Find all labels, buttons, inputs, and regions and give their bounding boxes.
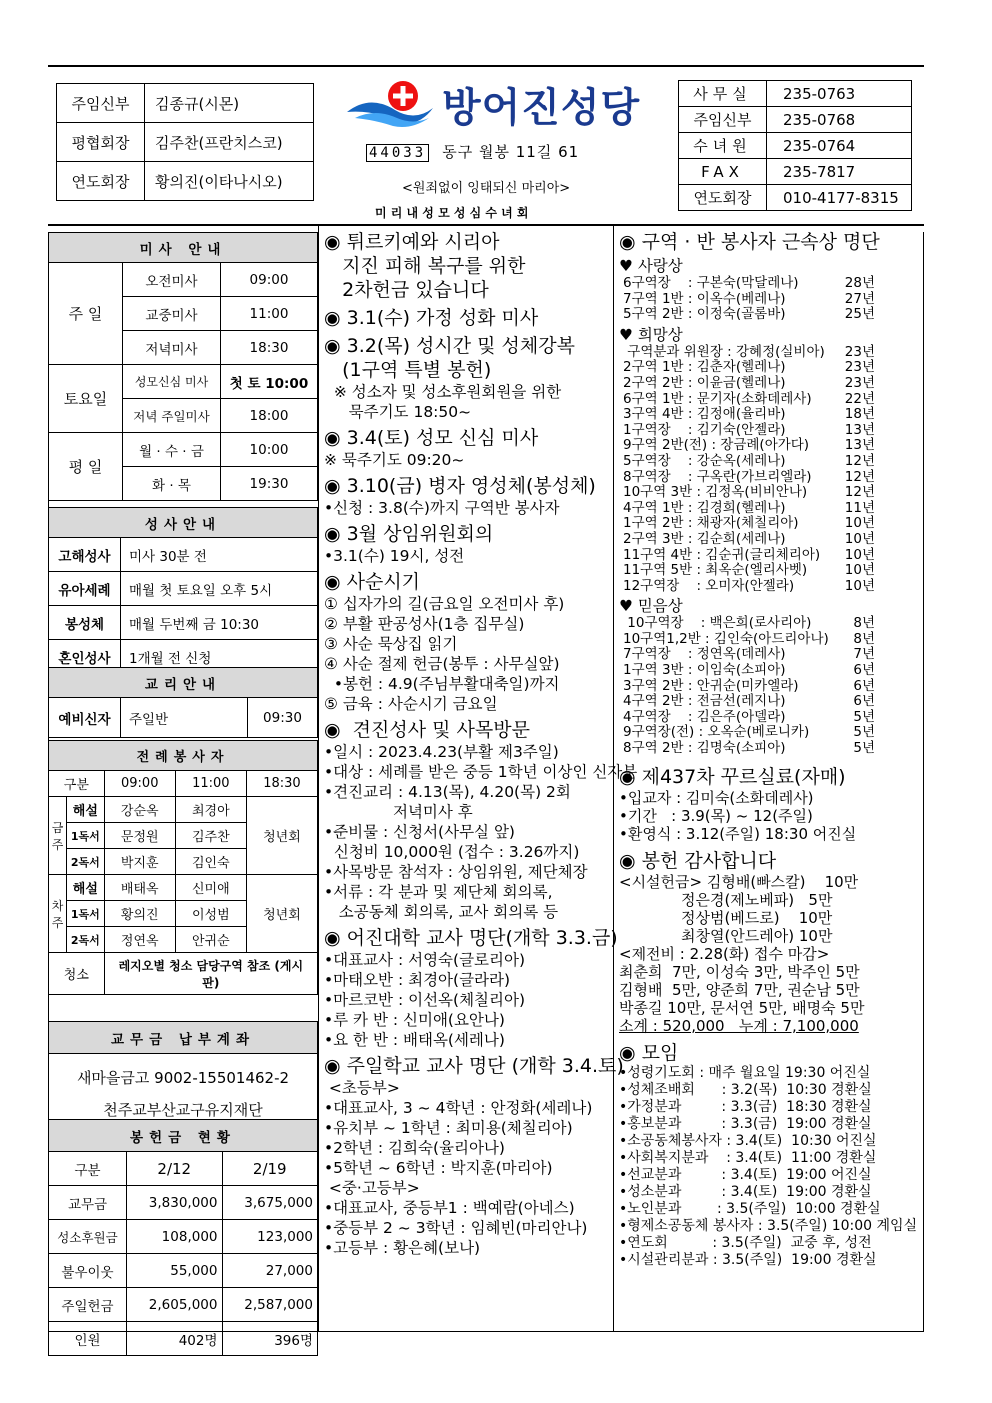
liturgy-role: 1독서 xyxy=(67,901,105,927)
offering-amount: 402명 xyxy=(127,1322,223,1356)
liturgy-person: 최경아 xyxy=(175,797,246,823)
frame-right xyxy=(923,232,924,1332)
thanks-line: 정상범(베드로) 10만 xyxy=(619,908,833,927)
liturgy-person: 김주찬 xyxy=(175,823,246,849)
notice-line: •고등부 : 황은혜(보나) xyxy=(324,1239,481,1257)
award-row xyxy=(619,360,921,376)
sacrament-name: 유아세례 xyxy=(49,572,121,606)
offering-label: 성소후원금 xyxy=(49,1220,127,1254)
motto: <원죄없이 잉태되신 마리아> xyxy=(402,181,571,196)
thanks-line: 정은경(제노베파) 5만 xyxy=(619,890,833,909)
notice-heading: ◉ 3.2(목) 성시간 및 성체강복 (1구역 특별 봉헌) xyxy=(324,335,575,381)
mass-time: 18:30 xyxy=(221,331,318,365)
thanks-list xyxy=(619,873,921,1035)
awards-heading: ◉ 구역 · 반 봉사자 근속상 명단 xyxy=(619,231,880,253)
clean-value: 레지오별 청소 담당구역 참조 (게시판) xyxy=(104,953,317,995)
notice-heading: ◉ 어진대학 교사 명단(개학 3.3.금) xyxy=(324,927,618,949)
award-years: 6년 xyxy=(853,662,875,679)
notice-line: ⑤ 금육 : 사순시기 금요일 xyxy=(324,695,498,713)
liturgy-role: 2독서 xyxy=(67,849,105,875)
liturgy-person: 이성범 xyxy=(175,901,246,927)
award-row xyxy=(619,454,921,470)
offering-amount: 108,000 xyxy=(127,1220,223,1254)
sacrament-name: 혼인성사 xyxy=(49,640,121,674)
mass-name: 저녁미사 xyxy=(123,331,221,365)
notice-heading: ◉ 3.4(토) 성모 신심 미사 xyxy=(324,427,539,449)
award-person: 구역분과 위원장 : 강혜정(실비아) xyxy=(623,343,825,360)
liturgy-person: 정연옥 xyxy=(104,927,175,953)
award-years: 27년 xyxy=(844,290,875,307)
weekday-label: 평 일 xyxy=(49,433,123,501)
mass-name: 오전미사 xyxy=(123,263,221,297)
meetings-line: •성소분과 : 3.4(토) 19:00 경환실 xyxy=(619,1183,872,1200)
award-years: 6년 xyxy=(853,693,875,710)
notice-line: •준비물 : 신청서(사무실 앞) xyxy=(324,823,515,841)
award-years: 13년 xyxy=(844,421,875,438)
award-row xyxy=(619,532,921,548)
award-row xyxy=(619,438,921,454)
award-years: 5년 xyxy=(853,740,875,757)
liturgy-head: 09:00 xyxy=(104,771,175,797)
cursillo-heading: ◉ 제437차 꾸르실료(자매) xyxy=(619,765,846,788)
award-person: 1구역 2반 : 채광자(체칠리아) xyxy=(623,515,799,532)
award-person: 9구역 2반(전) : 장금례(아가다) xyxy=(623,437,810,454)
notice-line: ② 부활 판공성사(1층 집무실) xyxy=(324,615,525,633)
contact-key: 연도회장 xyxy=(679,185,767,211)
contact-value: 235-0763 xyxy=(767,81,912,107)
contact-key: 주임신부 xyxy=(679,107,767,133)
mass-time: 10:00 xyxy=(221,433,318,467)
postal-number: 44033 xyxy=(366,144,429,162)
award-row xyxy=(619,292,921,308)
notice-line: •대표교사 : 서영숙(글로리아) xyxy=(324,951,526,969)
award-row xyxy=(619,376,921,392)
meetings-line: •홍보분과 : 3.3(금) 19:00 경환실 xyxy=(619,1115,872,1132)
liturgy-table xyxy=(48,740,318,995)
offering-table xyxy=(48,1119,318,1356)
meetings-line: •성령기도회 : 매주 월요일 19:30 어진실 xyxy=(619,1064,871,1081)
liturgy-role: 1독서 xyxy=(67,823,105,849)
mass-time: 11:00 xyxy=(221,297,318,331)
award-years: 25년 xyxy=(844,306,875,323)
catechism-time: 09:30 xyxy=(248,698,318,738)
notice-line: •대표교사, 3 ~ 4학년 : 안정화(세레나) xyxy=(324,1099,593,1117)
thanks-line: <제전비 : 2.28(화) 접수 마감> xyxy=(619,944,830,963)
mass-time: 19:30 xyxy=(221,467,318,501)
award-person: 6구역장 : 구본숙(막달레나) xyxy=(623,275,799,291)
notice-line: 저녁미사 후 xyxy=(324,803,473,821)
notice-line: ※ 묵주기도 09:20~ xyxy=(324,451,465,469)
award-years: 13년 xyxy=(844,437,875,454)
cursillo-list xyxy=(619,789,921,843)
award-row xyxy=(619,579,921,595)
award-row xyxy=(619,501,921,517)
liturgy-title: 전례봉사자 xyxy=(49,741,318,771)
notice-line: 신청비 10,000원 (접수 : 3.26까지) xyxy=(324,843,580,861)
divider-1 xyxy=(318,224,319,1332)
award-person: 5구역장 : 강순옥(세레나) xyxy=(623,452,786,469)
thanks-line: 최춘희 7만, 이성숙 3만, 박주인 5만 xyxy=(619,962,860,981)
catechism-title: 교리안내 xyxy=(49,668,318,698)
offering-amount: 123,000 xyxy=(222,1220,318,1254)
award-person: 6구역 1반 : 문기자(소화데레사) xyxy=(623,390,812,407)
notice-line: •봉헌 : 4.9(주님부활대축일)까지 xyxy=(324,675,560,693)
liturgy-person: 강순옥 xyxy=(104,797,175,823)
offering-amount: 396명 xyxy=(222,1322,318,1356)
award-group-name: ♥ 사랑상 xyxy=(619,257,683,275)
thanks-line: <시설헌금> 김형배(빠스칼) 10만 xyxy=(619,872,859,891)
notice-line: •중등부 2 ~ 3학년 : 임혜빈(마리안나) xyxy=(324,1219,588,1237)
liturgy-role: 해설 xyxy=(67,797,105,823)
award-years: 7년 xyxy=(853,646,875,663)
offering-head: 구분 xyxy=(49,1152,127,1186)
meetings-line: •선교분과 : 3.4(토) 19:00 어진실 xyxy=(619,1166,872,1183)
notice-line: 묵주기도 18:50~ xyxy=(324,403,472,421)
header-value: 김주찬(프란치스코) xyxy=(145,123,314,162)
meetings-line: •형제소공동체 봉사자 : 3.5(주일) 10:00 계임실 xyxy=(619,1217,918,1234)
liturgy-head: 구분 xyxy=(49,771,105,797)
notice-heading: ◉ 주일학교 교사 명단 (개학 3.4.토) xyxy=(324,1055,624,1077)
header-value: 황의진(이타나시오) xyxy=(145,162,314,201)
award-years: 11년 xyxy=(844,499,875,516)
notice-line: ③ 사순 묵상집 읽기 xyxy=(324,635,458,653)
award-row xyxy=(619,679,921,695)
account-line1: 새마을금고 9002-15501462-2 xyxy=(76,1068,290,1087)
award-person: 4구역 2반 : 전금선(레지나) xyxy=(623,693,786,710)
meetings-line: •노인분과 : 3.5(주일) 10:00 경환실 xyxy=(619,1200,881,1217)
award-person: 5구역 2반 : 이정숙(골롬바) xyxy=(623,306,786,323)
award-groups xyxy=(619,256,921,757)
offering-amount: 2,605,000 xyxy=(127,1288,223,1322)
liturgy-person: 황의진 xyxy=(104,901,175,927)
notice-line: •사목방문 참석자 : 상임위원, 제단체장 xyxy=(324,863,588,881)
sacrament-name: 봉성체 xyxy=(49,606,121,640)
thanks-heading: ◉ 봉헌 감사합니다 xyxy=(619,849,777,872)
award-years: 5년 xyxy=(853,724,875,741)
top-rule xyxy=(48,65,924,67)
account-line2: 천주교부산교구유지재단 xyxy=(103,1100,263,1119)
header-key: 연도회장 xyxy=(57,162,145,201)
award-row xyxy=(619,516,921,532)
catechism-table xyxy=(48,667,318,738)
notice-heading: ◉ 튀르키예와 시리아 지진 피해 복구를 위한 2차헌금 있습니다 xyxy=(324,231,526,301)
notice-line: •마르코반 : 이선옥(체칠리아) xyxy=(324,991,526,1009)
award-row xyxy=(619,392,921,408)
notice-line: <초등부> xyxy=(324,1079,400,1097)
notice-line: •유치부 ~ 1학년 : 최미용(체칠리아) xyxy=(324,1119,573,1137)
notice-line: •마태오반 : 최경아(글라라) xyxy=(324,971,511,989)
award-person: 12구역장 : 오미자(안젤라) xyxy=(623,577,795,594)
header-key: 주임신부 xyxy=(57,84,145,123)
award-row xyxy=(619,663,921,679)
sacrament-info: 매월 첫 토요일 오후 5시 xyxy=(121,572,318,606)
offering-head: 2/12 xyxy=(127,1152,223,1186)
account-table xyxy=(48,1021,318,1134)
award-row xyxy=(619,470,921,486)
offering-amount: 2,587,000 xyxy=(222,1288,318,1322)
parish-name: 방어진성당 xyxy=(442,85,641,131)
liturgy-group: 차 주 xyxy=(49,875,67,953)
contact-value: 235-0768 xyxy=(767,107,912,133)
award-years: 23년 xyxy=(844,374,875,391)
liturgy-youth: 청년회 xyxy=(246,797,317,875)
parish-logo xyxy=(345,72,435,130)
offering-amount: 3,675,000 xyxy=(222,1186,318,1220)
liturgy-group: 금 주 xyxy=(49,797,67,875)
award-row xyxy=(619,741,921,757)
meetings-line: •연도회 : 3.5(주일) 교중 후, 성전 xyxy=(619,1234,872,1251)
notice-line: •대상 : 세례를 받은 중등 1학년 이상인 신자분 xyxy=(324,763,638,781)
thanks-line: 최창열(안드레아) 10만 xyxy=(619,926,833,945)
award-person: 3구역 2반 : 안귀순(미카엘라) xyxy=(623,677,799,694)
header-value: 김종규(시몬) xyxy=(145,84,314,123)
award-person: 8구역 2반 : 김명숙(소피아) xyxy=(623,740,786,757)
liturgy-role: 해설 xyxy=(67,875,105,901)
offering-label: 인원 xyxy=(49,1322,127,1356)
award-person: 11구역 4반 : 김순귀(글리체리아) xyxy=(623,546,821,563)
offering-head: 2/19 xyxy=(222,1152,318,1186)
contact-value: 235-0764 xyxy=(767,133,912,159)
award-person: 10구역1,2반 : 김인숙(아드리아나) xyxy=(623,630,829,647)
award-years: 23년 xyxy=(844,343,875,360)
liturgy-person: 김인숙 xyxy=(175,849,246,875)
award-person: 4구역 1반 : 김경희(헬레나) xyxy=(623,499,786,516)
header-left-table xyxy=(56,83,314,201)
liturgy-person: 신미애 xyxy=(175,875,246,901)
award-years: 18년 xyxy=(844,406,875,423)
award-person: 2구역 1반 : 김춘자(헬레나) xyxy=(623,359,786,376)
award-row xyxy=(619,307,921,323)
thanks-line: 소계 : 520,000 누계 : 7,100,000 xyxy=(619,1016,859,1035)
meetings-line: •가정분과 : 3.3(금) 18:30 경환실 xyxy=(619,1098,872,1115)
award-row xyxy=(619,694,921,710)
notice-line: •2학년 : 김희숙(율리아나) xyxy=(324,1139,505,1157)
award-row xyxy=(619,423,921,439)
sisters: 미 리 내 성 모 성 심 수 녀 회 xyxy=(375,206,529,220)
notice-line: •대표교사, 중등부1 : 백예람(아네스) xyxy=(324,1199,575,1217)
notice-heading: ◉ 3.1(수) 가정 성화 미사 xyxy=(324,307,539,329)
liturgy-person: 안귀순 xyxy=(175,927,246,953)
cursillo-line: •환영식 : 3.12(주일) 18:30 어진실 xyxy=(619,824,857,843)
meetings-line: •시설관리분과 : 3.5(주일) 19:00 경환실 xyxy=(619,1251,877,1268)
notice-line: ※ 성소자 및 성소후원회원을 위한 xyxy=(324,383,562,401)
notices-column xyxy=(324,226,638,1258)
meetings-line: •소공동체봉사자 : 3.4(토) 10:30 어진실 xyxy=(619,1132,877,1149)
award-years: 5년 xyxy=(853,708,875,725)
notice-line: •견진교리 : 4.13(목), 4.20(목) 2회 xyxy=(324,783,571,801)
award-row xyxy=(619,548,921,564)
contact-key: 사무실 xyxy=(679,81,767,107)
sacraments-title: 성사안내 xyxy=(49,508,318,538)
catechism-value: 주일반 xyxy=(121,698,248,738)
thanks-line: 김형배 5만, 양준희 7만, 권순남 5만 xyxy=(619,980,860,999)
mass-name: 저녁 주일미사 xyxy=(123,399,221,433)
postal-code xyxy=(366,141,579,162)
notice-heading: ◉ 3.10(금) 병자 영성체(봉성체) xyxy=(324,475,596,497)
award-row xyxy=(619,616,921,632)
award-years: 23년 xyxy=(844,359,875,376)
address: 동구 월봉 11길 61 xyxy=(442,143,580,161)
award-person: 3구역 4반 : 김정애(율리바) xyxy=(623,406,786,423)
award-years: 6년 xyxy=(853,677,875,694)
notice-line: •서류 : 각 분과 및 제단체 회의록, xyxy=(324,883,553,901)
notice-line: <중·고등부> xyxy=(324,1179,420,1197)
award-row xyxy=(619,563,921,579)
liturgy-role: 2독서 xyxy=(67,927,105,953)
award-years: 10년 xyxy=(844,562,875,579)
award-years: 8년 xyxy=(853,615,875,632)
award-years: 22년 xyxy=(844,390,875,407)
award-person: 7구역 1반 : 이옥수(베레나) xyxy=(623,290,786,307)
award-row xyxy=(619,276,921,292)
header-right-table xyxy=(678,80,912,211)
award-group-name: ♥ 희망상 xyxy=(619,325,683,344)
award-person: 10구역장 : 백은희(로사리아) xyxy=(623,615,812,632)
award-row xyxy=(619,647,921,663)
account-title: 교무금 납부계좌 xyxy=(49,1022,318,1054)
liturgy-head: 18:30 xyxy=(246,771,317,797)
notice-line: •요 한 반 : 배태옥(세레나) xyxy=(324,1031,505,1049)
award-row xyxy=(619,485,921,501)
mass-title: 미사 안내 xyxy=(49,233,318,263)
notice-heading: ◉ 견진성사 및 사목방문 xyxy=(324,719,530,741)
offering-title: 봉헌금 현황 xyxy=(49,1120,318,1152)
header-key: 평협회장 xyxy=(57,123,145,162)
mass-time: 09:00 xyxy=(221,263,318,297)
mass-name: 화 · 목 xyxy=(123,467,221,501)
award-person: 9구역장(전) : 오옥순(베로니카) xyxy=(623,724,810,741)
award-person: 2구역 2반 : 이윤금(헬레나) xyxy=(623,374,786,391)
notice-line: 소공동체 회의록, 교사 회의록 등 xyxy=(324,903,559,921)
award-row xyxy=(619,407,921,423)
mass-name: 성모신심 미사 xyxy=(123,365,221,399)
offering-amount: 27,000 xyxy=(222,1254,318,1288)
notice-line: •5학년 ~ 6학년 : 박지훈(마리아) xyxy=(324,1159,553,1177)
thanks-line: 박종길 10만, 문서연 5만, 배명숙 5만 xyxy=(619,998,865,1017)
award-years: 10년 xyxy=(844,577,875,594)
award-person: 8구역장 : 구옥란(가브리엘라) xyxy=(623,468,812,485)
mass-table xyxy=(48,232,318,501)
saturday-label: 토요일 xyxy=(49,365,123,433)
meetings-line: •성체조배회 : 3.2(목) 10:30 경환실 xyxy=(619,1081,872,1098)
liturgy-head: 11:00 xyxy=(175,771,246,797)
offering-amount: 55,000 xyxy=(127,1254,223,1288)
award-years: 28년 xyxy=(844,275,875,291)
liturgy-person: 문정원 xyxy=(104,823,175,849)
sunday-label: 주 일 xyxy=(49,263,123,365)
contact-key: 수녀원 xyxy=(679,133,767,159)
mass-time: 첫 토 10:00 xyxy=(221,365,318,399)
sacrament-name: 고해성사 xyxy=(49,538,121,572)
contact-value: 010-4177-8315 xyxy=(767,185,912,211)
contact-key: FAX xyxy=(679,159,767,185)
notice-line: •신청 : 3.8(수)까지 구역반 봉사자 xyxy=(324,499,560,517)
meetings-line: •사회복지분과 : 3.4(토) 11:00 경환실 xyxy=(619,1149,877,1166)
award-group-name: ♥ 믿음상 xyxy=(619,597,683,616)
award-years: 10년 xyxy=(844,530,875,547)
catechism-key: 예비신자 xyxy=(49,698,121,738)
award-person: 11구역 5반 : 최옥순(엘리사벳) xyxy=(623,562,808,579)
notice-line: ④ 사순 절제 헌금(봉투 : 사무실앞) xyxy=(324,655,560,673)
meetings-heading: ◉ 모임 xyxy=(619,1041,679,1064)
award-years: 12년 xyxy=(844,468,875,485)
notice-heading: ◉ 3월 상임위원회의 xyxy=(324,523,494,545)
cursillo-line: •입교자 : 김미숙(소화데레사) xyxy=(619,788,814,807)
award-person: 10구역 3반 : 김정옥(비비안나) xyxy=(623,484,808,501)
award-person: 7구역장 : 정연옥(데레사) xyxy=(623,646,786,663)
award-person: 1구역 3반 : 이임숙(소피아) xyxy=(623,662,786,679)
award-years: 10년 xyxy=(844,546,875,563)
mass-time: 18:00 xyxy=(221,399,318,433)
offering-label: 주일헌금 xyxy=(49,1288,127,1322)
clean-key: 청소 xyxy=(49,953,105,995)
award-years: 12년 xyxy=(844,484,875,501)
contact-value: 235-7817 xyxy=(767,159,912,185)
offering-label: 교무금 xyxy=(49,1186,127,1220)
liturgy-youth: 청년회 xyxy=(246,875,317,953)
award-person: 4구역장 : 김은주(아델라) xyxy=(623,708,786,725)
award-years: 8년 xyxy=(853,630,875,647)
award-person: 2구역 3반 : 김순희(세레나) xyxy=(623,530,786,547)
meetings-list xyxy=(619,1065,921,1269)
award-person: 1구역장 : 김기숙(안젤라) xyxy=(623,421,786,438)
sacrament-info: 미사 30분 전 xyxy=(121,538,318,572)
cursillo-line: •기간 : 3.9(목) ~ 12(주일) xyxy=(619,806,813,825)
notice-line: •루 카 반 : 신미애(요안나) xyxy=(324,1011,505,1029)
liturgy-person: 배태옥 xyxy=(104,875,175,901)
notice-line: •일시 : 2023.4.23(부활 제3주일) xyxy=(324,743,559,761)
sacrament-info: 매월 두번째 금 10:30 xyxy=(121,606,318,640)
award-years: 12년 xyxy=(844,452,875,469)
offering-amount: 3,830,000 xyxy=(127,1186,223,1220)
notice-line: •3.1(수) 19시, 성전 xyxy=(324,547,465,565)
notice-heading: ◉ 사순시기 xyxy=(324,571,421,593)
sacrament-info: 1개월 전 신청 xyxy=(121,640,318,674)
offering-label: 불우이웃 xyxy=(49,1254,127,1288)
awards-column xyxy=(619,226,921,1269)
award-years: 10년 xyxy=(844,515,875,532)
mass-name: 교중미사 xyxy=(123,297,221,331)
liturgy-person: 박지훈 xyxy=(104,849,175,875)
notice-line: ① 십자가의 길(금요일 오전미사 후) xyxy=(324,595,565,613)
sacrament-table xyxy=(48,507,318,674)
award-row xyxy=(619,725,921,741)
mass-name: 월 · 수 · 금 xyxy=(123,433,221,467)
